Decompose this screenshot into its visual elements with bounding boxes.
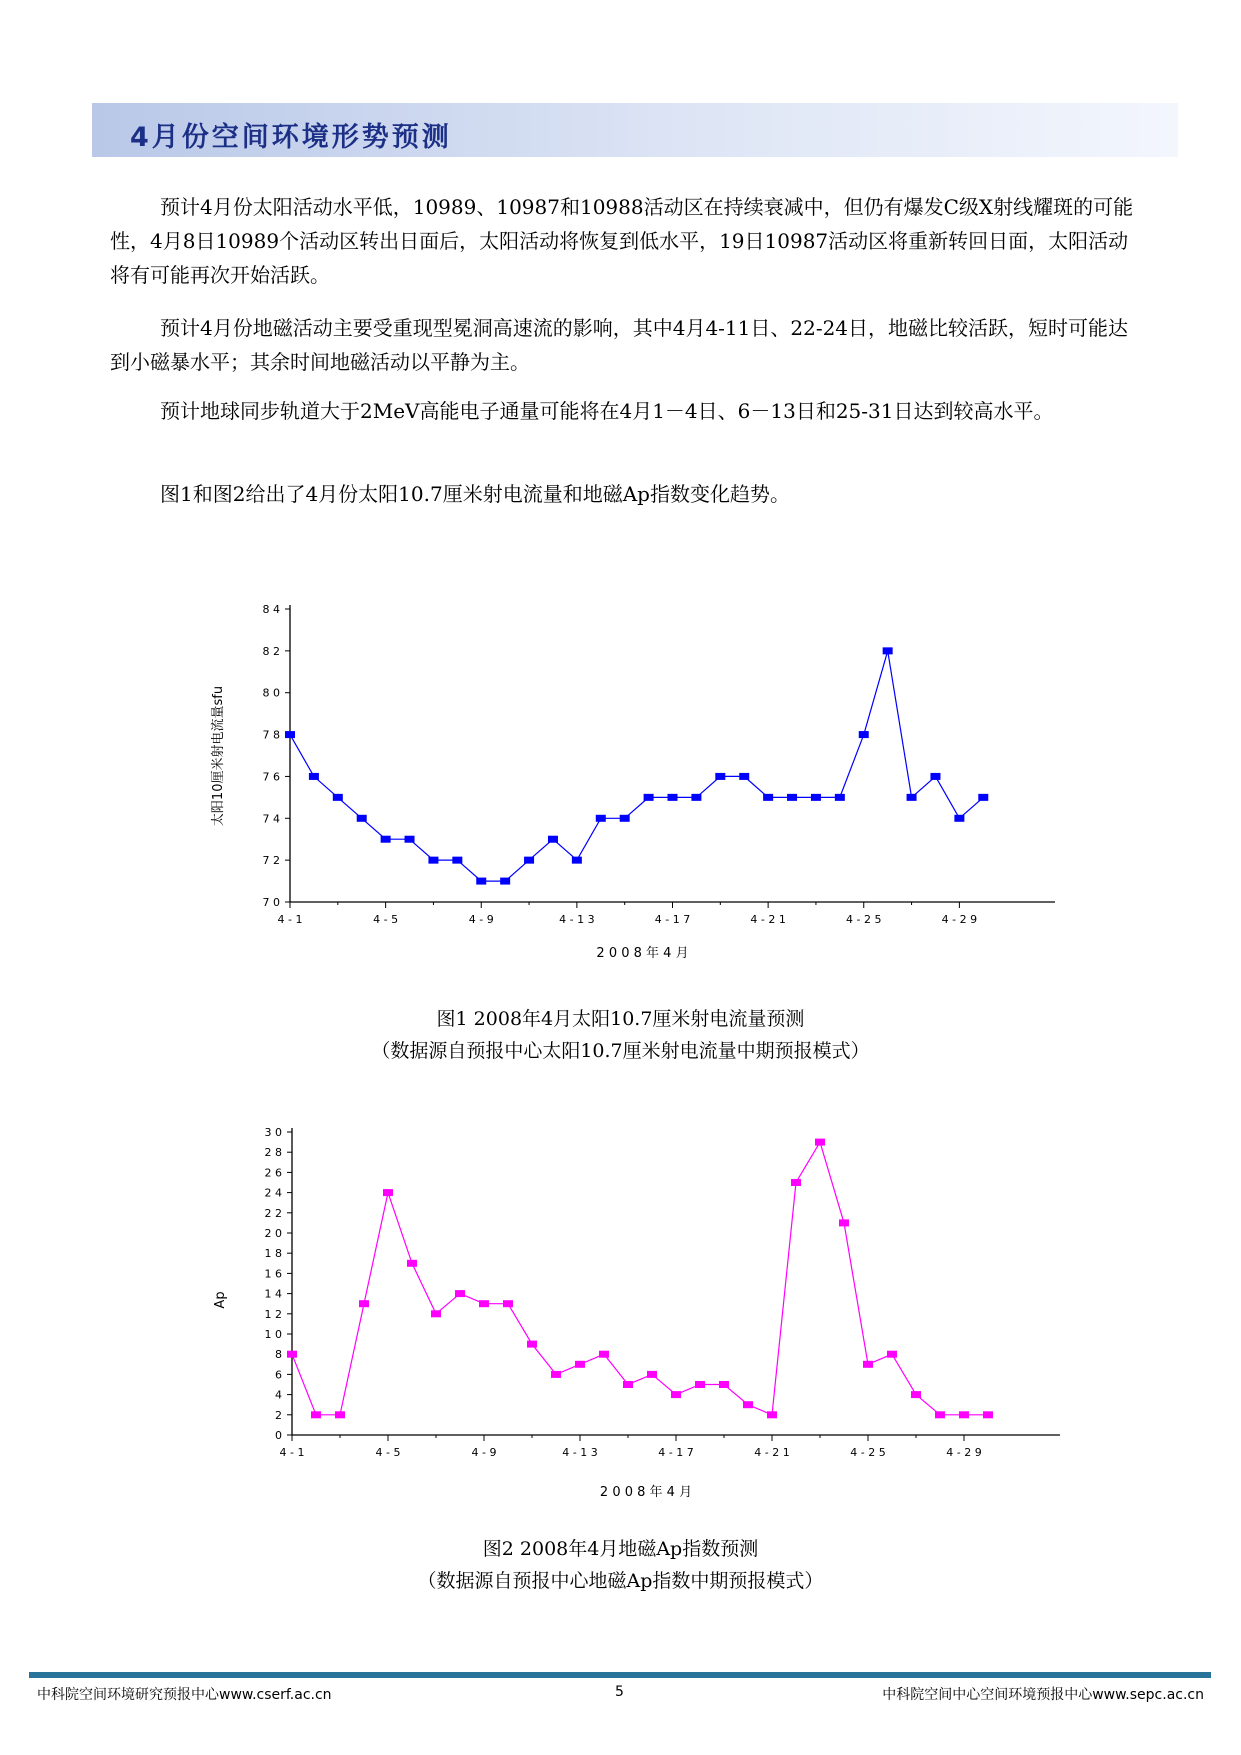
data-point-marker — [859, 731, 869, 738]
data-point-marker — [644, 794, 654, 801]
footer-right-text: 中科院空间中心空间环境预报中心www.sepc.ac.cn — [882, 1687, 1204, 1703]
y-tick-label: 7 4 — [262, 812, 280, 826]
y-tick-label: 8 0 — [262, 686, 280, 700]
data-point-marker — [959, 1411, 969, 1418]
y-tick-label: 2 8 — [264, 1146, 282, 1160]
data-point-marker — [503, 1300, 513, 1307]
data-point-marker — [357, 815, 367, 822]
data-point-marker — [575, 1361, 585, 1368]
x-tick-label: 4 - 9 — [471, 1446, 497, 1459]
data-point-marker — [381, 836, 391, 843]
data-point-marker — [839, 1219, 849, 1226]
x-tick-label: 4 - 2 1 — [750, 913, 786, 926]
data-point-marker — [527, 1341, 537, 1348]
data-point-marker — [476, 878, 486, 885]
data-point-marker — [935, 1411, 945, 1418]
data-point-marker — [691, 794, 701, 801]
data-point-marker — [431, 1310, 441, 1317]
data-point-marker — [695, 1381, 705, 1388]
x-tick-label: 4 - 1 3 — [562, 1446, 598, 1459]
data-point-marker — [835, 794, 845, 801]
data-point-marker — [623, 1381, 633, 1388]
section-title: 4月份空间环境形势预测 — [130, 122, 452, 153]
x-axis-label: 2 0 0 8 年 4 月 — [596, 946, 689, 961]
paragraph-electron-flux: 预计地球同步轨道大于2MeV高能电子通量可能将在4月1－4日、6－13日和25-31日达到较高水平。 — [160, 399, 1054, 423]
figure2-source: （数据源自预报中心地磁Ap指数中期预报模式） — [417, 1570, 824, 1592]
y-tick-label: 7 2 — [262, 854, 280, 868]
paragraph-solar-activity: 预计4月份太阳活动水平低，10989、10987和10988活动区在持续衰减中，但仍有爆发C级X射线耀斑的可能性，4月8日10989个活动区转出日面后，太阳活动将恢复到低水平，19日10987活动区将重新转回日面，太阳活动将有可能再次开始活跃。 — [110, 195, 1134, 287]
y-tick-label: 7 0 — [262, 896, 280, 909]
x-tick-label: 4 - 2 5 — [846, 913, 882, 926]
data-point-marker — [791, 1179, 801, 1186]
x-tick-label: 4 - 5 — [373, 913, 399, 926]
x-tick-label: 4 - 5 — [375, 1446, 401, 1459]
y-tick-label: 2 — [275, 1408, 282, 1422]
y-tick-label: 2 4 — [264, 1186, 282, 1200]
y-tick-label: 1 2 — [264, 1307, 282, 1321]
data-point-marker — [551, 1371, 561, 1378]
data-point-marker — [524, 857, 534, 864]
data-point-marker — [883, 647, 893, 654]
x-tick-label: 4 - 2 5 — [850, 1446, 886, 1459]
y-tick-label: 8 — [275, 1348, 282, 1362]
series-line — [292, 1142, 988, 1415]
data-point-marker — [719, 1381, 729, 1388]
y-tick-label: 1 6 — [264, 1267, 282, 1281]
data-point-marker — [500, 878, 510, 885]
data-point-marker — [309, 773, 319, 780]
data-point-marker — [479, 1300, 489, 1307]
data-point-marker — [333, 794, 343, 801]
y-tick-label: 1 0 — [264, 1328, 282, 1341]
data-point-marker — [452, 857, 462, 864]
data-point-marker — [911, 1391, 921, 1398]
data-point-marker — [647, 1371, 657, 1378]
data-point-marker — [620, 815, 630, 822]
series-line — [290, 651, 983, 881]
x-axis-label: 2 0 0 8 年 4 月 — [599, 1485, 693, 1500]
figure1-caption: 图1 2008年4月太阳10.7厘米射电流量预测 — [436, 1008, 805, 1030]
paragraph-figure-intro: 图1和图2给出了4月份太阳10.7厘米射电流量和地磁Ap指数变化趋势。 — [160, 482, 790, 506]
figure1-source: （数据源自预报中心太阳10.7厘米射电流量中期预报模式） — [371, 1040, 870, 1062]
figure2-caption: 图2 2008年4月地磁Ap指数预测 — [482, 1538, 759, 1560]
data-point-marker — [954, 815, 964, 822]
data-point-marker — [767, 1411, 777, 1418]
data-point-marker — [548, 836, 558, 843]
data-point-marker — [815, 1139, 825, 1146]
y-tick-label: 6 — [275, 1368, 282, 1382]
footer-left-text: 中科院空间环境研究预报中心www.cserf.ac.cn — [37, 1687, 332, 1703]
data-point-marker — [978, 794, 988, 801]
y-tick-label: 7 8 — [262, 728, 280, 742]
chart-ap-forecast — [0, 1107, 1241, 1512]
data-point-marker — [287, 1351, 297, 1358]
y-tick-label: 1 8 — [264, 1247, 282, 1261]
y-tick-label: 1 4 — [264, 1287, 282, 1301]
data-point-marker — [811, 794, 821, 801]
data-point-marker — [599, 1351, 609, 1358]
data-point-marker — [596, 815, 606, 822]
x-tick-label: 4 - 1 — [279, 1446, 305, 1459]
data-point-marker — [983, 1411, 993, 1418]
y-tick-label: 7 6 — [262, 770, 280, 784]
x-tick-label: 4 - 1 7 — [654, 913, 691, 926]
x-tick-label: 4 - 9 — [468, 913, 494, 926]
y-tick-label: 0 — [275, 1429, 282, 1442]
page-number: 5 — [615, 1684, 624, 1700]
data-point-marker — [285, 731, 295, 738]
y-tick-label: 8 2 — [262, 644, 280, 658]
data-point-marker — [739, 773, 749, 780]
data-point-marker — [907, 794, 917, 801]
x-tick-label: 4 - 2 1 — [754, 1446, 790, 1459]
data-point-marker — [572, 857, 582, 864]
data-point-marker — [763, 794, 773, 801]
footer-divider — [29, 1672, 1211, 1678]
y-tick-label: 2 0 — [264, 1227, 282, 1240]
x-tick-label: 4 - 1 — [277, 913, 303, 926]
x-tick-label: 4 - 1 3 — [559, 913, 595, 926]
y-tick-label: 8 4 — [262, 603, 280, 616]
data-point-marker — [787, 794, 797, 801]
data-point-marker — [863, 1361, 873, 1368]
data-point-marker — [668, 794, 678, 801]
y-axis-label: Ap — [213, 1291, 228, 1309]
chart-f107-forecast — [0, 585, 1241, 1005]
x-tick-label: 4 - 2 9 — [941, 913, 978, 926]
data-point-marker — [455, 1290, 465, 1297]
data-point-marker — [930, 773, 940, 780]
y-tick-label: 3 0 — [264, 1126, 282, 1139]
x-tick-label: 4 - 2 9 — [946, 1446, 982, 1459]
data-point-marker — [407, 1260, 417, 1267]
x-tick-label: 4 - 1 7 — [658, 1446, 694, 1459]
y-tick-label: 2 6 — [264, 1166, 282, 1180]
data-point-marker — [428, 857, 438, 864]
data-point-marker — [715, 773, 725, 780]
data-point-marker — [383, 1189, 393, 1196]
paragraph-geomagnetic-activity: 预计4月份地磁活动主要受重现型冕洞高速流的影响，其中4月4-11日、22-24日，地磁比较活跃，短时可能达到小磁暴水平；其余时间地磁活动以平静为主。 — [110, 316, 1129, 374]
y-axis-label: 太阳10厘米射电流量sfu — [211, 685, 226, 827]
data-point-marker — [887, 1351, 897, 1358]
y-tick-label: 4 — [275, 1388, 282, 1402]
data-point-marker — [671, 1391, 681, 1398]
data-point-marker — [335, 1411, 345, 1418]
data-point-marker — [311, 1411, 321, 1418]
data-point-marker — [743, 1401, 753, 1408]
data-point-marker — [405, 836, 415, 843]
y-tick-label: 2 2 — [264, 1206, 282, 1220]
data-point-marker — [359, 1300, 369, 1307]
